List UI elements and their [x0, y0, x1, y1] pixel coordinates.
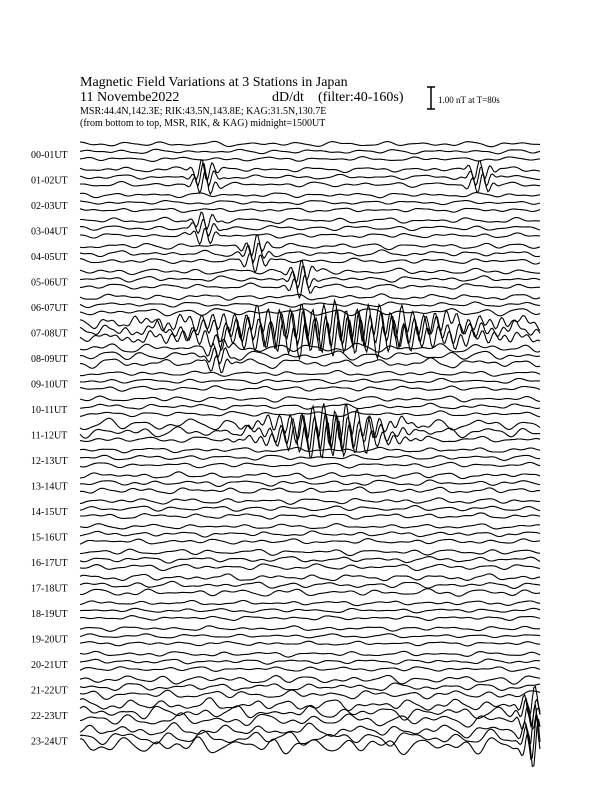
trace-kag	[80, 574, 540, 581]
trace-kag	[80, 626, 540, 632]
row-label: 22-23UT	[31, 711, 68, 722]
hour-row-12-13UT	[31, 447, 540, 468]
trace-rik	[80, 715, 540, 759]
hour-row-03-04UT	[31, 212, 540, 244]
date-label: 11 Novembe2022	[80, 90, 180, 105]
hour-row-05-06UT	[31, 261, 540, 298]
hour-row-15-16UT	[31, 524, 540, 545]
trace-msr	[80, 386, 540, 391]
row-label: 14-15UT	[31, 507, 68, 518]
trace-msr	[80, 513, 540, 519]
trace-msr	[80, 564, 540, 571]
trace-msr	[80, 356, 540, 373]
trace-kag	[80, 651, 540, 657]
hour-row-00-01UT	[31, 141, 540, 161]
trace-msr	[80, 487, 540, 494]
trace-rik	[80, 557, 540, 564]
trace-rik	[80, 608, 540, 613]
trace-kag	[80, 498, 540, 504]
trace-msr	[80, 539, 540, 545]
hour-row-09-10UT	[31, 371, 540, 392]
trace-rik	[80, 659, 540, 664]
row-label: 09-10UT	[31, 379, 68, 391]
trace-msr	[80, 589, 540, 597]
trace-rik	[80, 201, 540, 205]
trace-kag	[80, 300, 540, 341]
row-label: 20-21UT	[31, 660, 68, 671]
row-label: 19-20UT	[31, 634, 68, 646]
row-label: 16-17UT	[31, 558, 68, 569]
trace-rik	[80, 699, 540, 726]
row-label: 21-22UT	[31, 685, 68, 697]
hour-row-21-22UT	[31, 675, 540, 699]
hour-row-10-11UT	[31, 396, 540, 417]
trace-rik	[80, 302, 540, 308]
trace-rik	[80, 506, 540, 512]
trace-rik	[80, 634, 540, 638]
row-label: 12-13UT	[31, 456, 68, 467]
row-label: 05-06UT	[31, 277, 68, 289]
row-label: 01-02UT	[31, 175, 68, 187]
trace-kag	[80, 524, 540, 529]
row-label: 15-16UT	[31, 532, 68, 544]
trace-rik	[80, 403, 540, 410]
hour-row-04-05UT	[31, 235, 540, 272]
hour-row-16-17UT	[31, 549, 540, 570]
trace-msr	[80, 667, 540, 672]
trace-kag	[80, 601, 540, 606]
hour-row-01-02UT	[31, 160, 540, 194]
row-label: 00-01UT	[31, 150, 68, 161]
trace-kag	[80, 705, 540, 750]
scale-bar-label: 1.00 nT at T=80s	[438, 95, 500, 105]
trace-msr	[80, 173, 540, 195]
stations-label: MSR:44.4N,142.3E; RIK:43.5N,143.8E; KAG:31.5N,130.7E	[80, 106, 327, 117]
filter-label: (filter:40-160s)	[318, 90, 404, 105]
trace-rik	[80, 379, 540, 384]
row-label: 06-07UT	[31, 303, 68, 314]
trace-msr	[80, 157, 540, 162]
trace-rik	[80, 480, 540, 486]
row-label: 11-12UT	[31, 430, 68, 442]
trace-msr	[80, 690, 540, 699]
trace-msr	[80, 641, 540, 646]
trace-msr	[80, 309, 540, 316]
hour-row-02-03UT	[31, 193, 540, 213]
trace-kag	[80, 141, 540, 146]
hour-row-08-09UT	[31, 339, 540, 373]
trace-kag	[80, 472, 540, 479]
hour-row-07-08UT	[31, 300, 540, 358]
hour-row-19-20UT	[31, 626, 540, 646]
trace-rik	[80, 220, 540, 237]
trace-rik	[80, 149, 540, 154]
row-label: 13-14UT	[31, 481, 68, 493]
trace-msr	[80, 208, 540, 212]
hour-row-14-15UT	[31, 498, 540, 519]
quantity-label: dD/dt	[272, 90, 304, 105]
row-label: 07-08UT	[31, 328, 68, 340]
row-label: 18-19UT	[31, 609, 68, 620]
scale-bar	[427, 87, 500, 109]
trace-kag	[80, 549, 540, 555]
trace-rik	[80, 531, 540, 537]
chart-title: Magnetic Field Variations at 3 Stations in Japan	[80, 75, 348, 90]
hour-row-17-18UT	[31, 574, 540, 596]
trace-msr	[80, 462, 540, 468]
row-label: 04-05UT	[31, 252, 68, 263]
row-label: 10-11UT	[31, 405, 68, 416]
trace-msr	[80, 616, 540, 621]
trace-kag	[80, 193, 540, 198]
trace-rik	[80, 581, 540, 588]
hour-rows	[31, 141, 540, 766]
hour-row-13-14UT	[31, 472, 540, 494]
hour-row-18-19UT	[31, 601, 540, 621]
trace-msr	[80, 229, 540, 245]
trace-msr	[80, 411, 540, 417]
trace-kag	[80, 396, 540, 402]
station-order-note: (from bottom to top, MSR, RIK, & KAG) midnight=1500UT	[80, 118, 326, 129]
trace-kag	[80, 212, 540, 229]
trace-kag	[80, 675, 540, 684]
trace-kag	[80, 371, 540, 377]
trace-rik	[80, 683, 540, 690]
row-label: 08-09UT	[31, 354, 68, 365]
hour-row-06-07UT	[31, 294, 540, 316]
row-label: 03-04UT	[31, 226, 68, 238]
row-label: 02-03UT	[31, 201, 68, 212]
row-label: 17-18UT	[31, 583, 68, 595]
hour-row-20-21UT	[31, 651, 540, 671]
trace-kag	[80, 294, 540, 300]
row-label: 23-24UT	[31, 736, 68, 748]
